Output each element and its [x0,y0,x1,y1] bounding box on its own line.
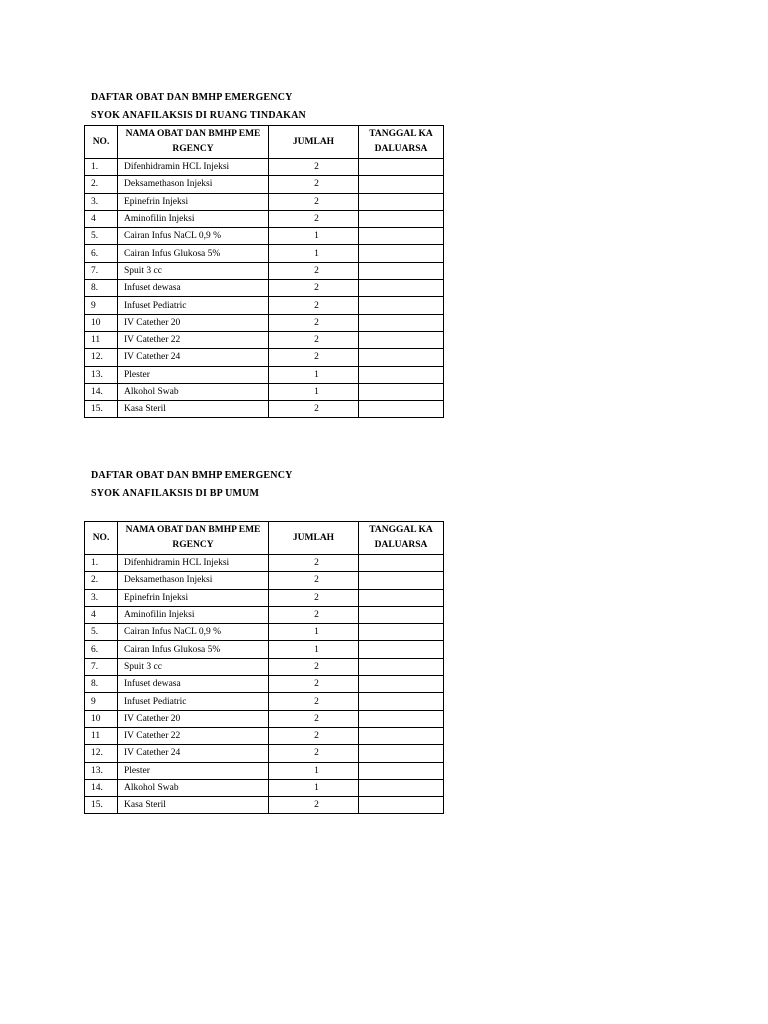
table-row [85,401,444,418]
cell-no: 4 [85,606,118,623]
cell-jumlah: 1 [269,641,359,658]
cell-jumlah: 2 [269,606,359,623]
section-title-line1: DAFTAR OBAT DAN BMHP EMERGENCY [91,470,293,481]
table-row [85,245,444,262]
medicine-table [84,125,444,418]
section-ruang-tindakan [84,89,444,418]
cell-no: 11 [85,331,118,348]
cell-tanggal [359,641,444,658]
cell-nama: Difenhidramin HCL Injeksi [118,555,269,572]
cell-no: 14. [85,779,118,796]
cell-nama: Difenhidramin HCL Injeksi [118,159,269,176]
cell-nama: Cairan Infus NaCL 0,9 % [118,624,269,641]
table-row [85,745,444,762]
cell-no: 6. [85,245,118,262]
cell-tanggal [359,297,444,314]
cell-nama: Kasa Steril [118,401,269,418]
table-body [85,555,444,814]
section-bp-umum [84,467,444,814]
cell-no: 5. [85,228,118,245]
cell-jumlah: 2 [269,676,359,693]
table-row [85,331,444,348]
cell-no: 6. [85,641,118,658]
cell-tanggal [359,331,444,348]
cell-nama: Spuit 3 cc [118,262,269,279]
cell-jumlah: 1 [269,383,359,400]
table-row [85,624,444,641]
cell-tanggal [359,676,444,693]
table-row [85,280,444,297]
cell-no: 1. [85,555,118,572]
cell-tanggal [359,727,444,744]
table-row [85,641,444,658]
header-tanggal: TANGGAL KA DALUARSA [359,126,444,159]
cell-no: 14. [85,383,118,400]
header-no: NO. [85,126,118,159]
table-row [85,797,444,814]
cell-nama: Cairan Infus Glukosa 5% [118,641,269,658]
cell-jumlah: 2 [269,331,359,348]
cell-nama: IV Catether 24 [118,349,269,366]
cell-tanggal [359,366,444,383]
cell-nama: Infuset dewasa [118,280,269,297]
cell-tanggal [359,245,444,262]
cell-jumlah: 1 [269,366,359,383]
cell-no: 10 [85,710,118,727]
cell-jumlah: 2 [269,401,359,418]
table-header-row [85,522,444,555]
cell-nama: Alkohol Swab [118,779,269,796]
cell-jumlah: 2 [269,210,359,227]
cell-no: 11 [85,727,118,744]
cell-jumlah: 2 [269,193,359,210]
cell-no: 4 [85,210,118,227]
cell-tanggal [359,658,444,675]
cell-no: 13. [85,762,118,779]
cell-nama: Cairan Infus Glukosa 5% [118,245,269,262]
cell-tanggal [359,710,444,727]
cell-nama: Alkohol Swab [118,383,269,400]
header-nama: NAMA OBAT DAN BMHP EME RGENCY [118,522,269,555]
cell-no: 12. [85,745,118,762]
cell-tanggal [359,210,444,227]
table-row [85,710,444,727]
table-row [85,779,444,796]
table-row [85,383,444,400]
cell-no: 8. [85,280,118,297]
cell-nama: IV Catether 24 [118,745,269,762]
cell-tanggal [359,401,444,418]
cell-tanggal [359,193,444,210]
cell-tanggal [359,572,444,589]
section-title-line2: SYOK ANAFILAKSIS DI BP UMUM [91,488,260,499]
table-row [85,159,444,176]
table-row [85,314,444,331]
cell-no: 13. [85,366,118,383]
cell-jumlah: 2 [269,572,359,589]
header-jumlah: JUMLAH [269,126,359,159]
table-row [85,228,444,245]
cell-nama: Kasa Steril [118,797,269,814]
cell-jumlah: 2 [269,159,359,176]
table-row [85,658,444,675]
cell-tanggal [359,176,444,193]
cell-no: 15. [85,797,118,814]
table-row [85,589,444,606]
cell-tanggal [359,606,444,623]
cell-no: 9 [85,693,118,710]
table-row [85,349,444,366]
cell-jumlah: 1 [269,762,359,779]
cell-nama: Infuset dewasa [118,676,269,693]
cell-jumlah: 1 [269,245,359,262]
header-nama: NAMA OBAT DAN BMHP EME RGENCY [118,126,269,159]
cell-jumlah: 2 [269,658,359,675]
cell-tanggal [359,314,444,331]
cell-no: 9 [85,297,118,314]
cell-nama: Deksamethason Injeksi [118,572,269,589]
cell-tanggal [359,693,444,710]
cell-tanggal [359,383,444,400]
cell-nama: Aminofilin Injeksi [118,210,269,227]
cell-nama: Deksamethason Injeksi [118,176,269,193]
cell-jumlah: 1 [269,624,359,641]
cell-jumlah: 2 [269,262,359,279]
table-row [85,210,444,227]
cell-no: 8. [85,676,118,693]
cell-jumlah: 2 [269,727,359,744]
cell-tanggal [359,280,444,297]
cell-no: 2. [85,176,118,193]
cell-nama: Infuset Pediatric [118,693,269,710]
cell-tanggal [359,262,444,279]
table-body [85,159,444,418]
cell-nama: IV Catether 20 [118,710,269,727]
cell-no: 2. [85,572,118,589]
cell-jumlah: 2 [269,280,359,297]
section-title-line2: SYOK ANAFILAKSIS DI RUANG TINDAKAN [91,110,306,121]
cell-tanggal [359,349,444,366]
table-row [85,176,444,193]
cell-jumlah: 2 [269,589,359,606]
table-row [85,555,444,572]
header-no: NO. [85,522,118,555]
table-row [85,572,444,589]
cell-jumlah: 1 [269,779,359,796]
cell-no: 10 [85,314,118,331]
cell-nama: Infuset Pediatric [118,297,269,314]
cell-nama: Plester [118,762,269,779]
medicine-table [84,521,444,814]
header-jumlah: JUMLAH [269,522,359,555]
table-row [85,297,444,314]
cell-nama: Cairan Infus NaCL 0,9 % [118,228,269,245]
table-header-row [85,126,444,159]
cell-jumlah: 2 [269,349,359,366]
cell-nama: Aminofilin Injeksi [118,606,269,623]
cell-tanggal [359,797,444,814]
cell-no: 15. [85,401,118,418]
cell-tanggal [359,624,444,641]
cell-no: 7. [85,658,118,675]
cell-tanggal [359,779,444,796]
cell-nama: IV Catether 20 [118,314,269,331]
cell-nama: IV Catether 22 [118,727,269,744]
cell-no: 7. [85,262,118,279]
cell-jumlah: 2 [269,710,359,727]
cell-no: 3. [85,589,118,606]
cell-nama: Epinefrin Injeksi [118,193,269,210]
cell-jumlah: 2 [269,297,359,314]
cell-nama: IV Catether 22 [118,331,269,348]
table-row [85,193,444,210]
cell-no: 1. [85,159,118,176]
table-row [85,262,444,279]
cell-no: 5. [85,624,118,641]
cell-jumlah: 1 [269,228,359,245]
cell-jumlah: 2 [269,555,359,572]
table-row [85,676,444,693]
cell-tanggal [359,228,444,245]
cell-no: 12. [85,349,118,366]
cell-jumlah: 2 [269,797,359,814]
table-row [85,366,444,383]
cell-nama: Plester [118,366,269,383]
section-title-line1: DAFTAR OBAT DAN BMHP EMERGENCY [91,92,293,103]
cell-tanggal [359,555,444,572]
cell-tanggal [359,762,444,779]
cell-tanggal [359,745,444,762]
cell-jumlah: 2 [269,745,359,762]
cell-jumlah: 2 [269,176,359,193]
cell-tanggal [359,589,444,606]
cell-tanggal [359,159,444,176]
table-row [85,693,444,710]
table-row [85,727,444,744]
header-tanggal: TANGGAL KA DALUARSA [359,522,444,555]
table-row [85,606,444,623]
cell-nama: Epinefrin Injeksi [118,589,269,606]
cell-nama: Spuit 3 cc [118,658,269,675]
cell-jumlah: 2 [269,693,359,710]
cell-jumlah: 2 [269,314,359,331]
table-row [85,762,444,779]
cell-no: 3. [85,193,118,210]
